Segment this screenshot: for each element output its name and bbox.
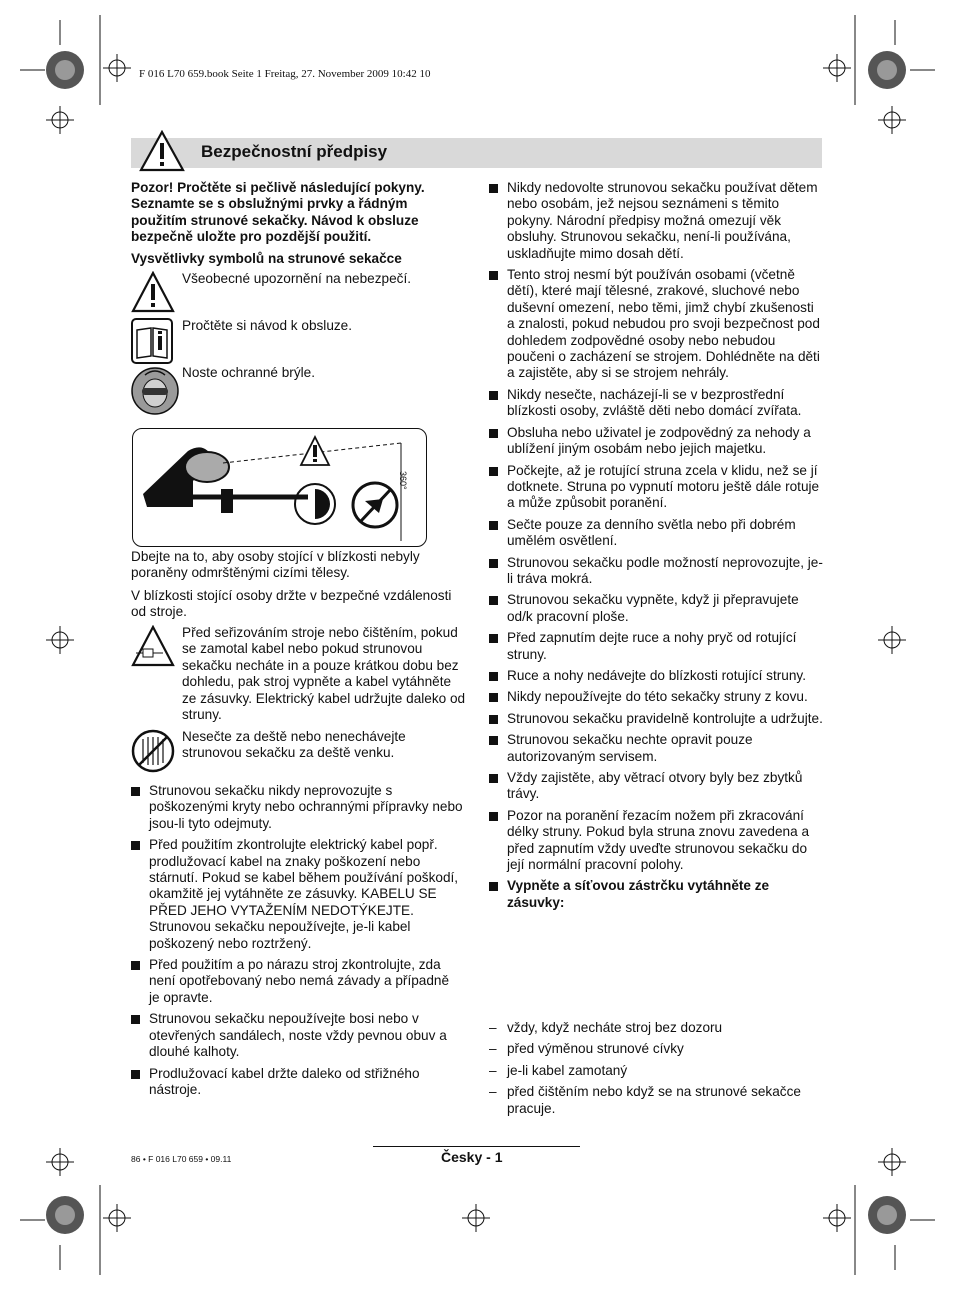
symbol-row-goggles (131, 365, 461, 415)
footer-rule (373, 1146, 580, 1147)
page-title: Bezpečnostní předpisy (201, 142, 388, 161)
dash-item: – vždy, když necháte stroj bez dozoru (489, 1020, 823, 1036)
paragraph: Dbejte na to, aby osoby stojící v blízkosti nebyly poraněny odmrštěnými cizími tělesy. (131, 549, 420, 581)
trimmer-diagram (132, 428, 427, 547)
list-item: Tento stroj nesmí být používán osobami (včetně dětí), které mají tělesné, zrakové, sluchové nebo duševní omezení, nebo těmi, jimž chybí zkušenosti a znalosti, pokud nebudou pro svoji bezpečnost pod dohledem zodpovědné osoby nebo nebudou poučeni o zacházení se strojem. Dohlédněte na děti a zajistěte, aby si se strojem nehrály. (489, 267, 823, 382)
list-item: Obsluha nebo uživatel je zodpovědný za nehody a ublížení jiným osobám nebo jejich majetku. (489, 425, 823, 458)
symbol-row-rain (131, 729, 461, 775)
rain-instruction: Nesečte za deště nebo nenechávejte strunovou sekačku za deště venku. (182, 729, 406, 761)
left-bullet-list (131, 783, 463, 1098)
paragraph: V blízkosti stojící osoby držte v bezpečné vzdálenosti od stroje. (131, 587, 452, 620)
list-item: Sečte pouze za denního světla nebo při dobrém umělém osvětlení. (489, 517, 823, 550)
list-item: Strunovou sekačku podle možností neprovozujte, je-li tráva mokrá. (489, 555, 823, 588)
dash-item: – před čištěním nebo když se na strunové sekačce pracuje. (489, 1084, 823, 1117)
list-item: Počkejte, až je rotující struna zcela v klidu, než se jí dotknete. Struna po vypnutí motoru ještě dále rotuje a může způsobit poranění. (489, 463, 823, 512)
book-header: F 016 L70 659.book Seite 1 Freitag, 27. November 2009 10:42 10 (139, 68, 431, 80)
list-item: Strunovou sekačku vypněte, když ji přepravujete od/k pracovní ploše. (489, 592, 823, 625)
symbol-row-manual (131, 318, 461, 364)
right-bullet-list (489, 180, 823, 916)
list-item: Strunovou sekačku nepoužívejte bosi nebo v otevřených sandálech, noste vždy pevnou obuv a dlouhé kalhoty. (131, 1011, 463, 1060)
symbols-heading: Vysvětlivky symbolů na strunové sekačce (131, 250, 402, 266)
footer-code: 86 • F 016 L70 659 • 09.11 (131, 1154, 232, 1164)
list-item: Prodlužovací kabel držte daleko od střižného nástroje. (131, 1066, 463, 1099)
list-item: Ruce a nohy nedávejte do blízkosti rotující struny. (489, 668, 823, 684)
list-item: Před zapnutím dejte ruce a nohy pryč od rotující struny. (489, 630, 823, 663)
list-item: Vždy zajistěte, aby větrací otvory byly bez zbytků trávy. (489, 770, 823, 803)
list-item: Nikdy nedovolte strunovou sekačku používat dětem nebo osobám, jež nejsou seznámeni s těmito pokyny. Národní předpisy možná omezují věk obsluhy. Strunovou sekačku, není-li používána, uskladňujte mimo dosah dětí. (489, 180, 823, 262)
list-item: Strunovou sekačku pravidelně kontrolujte a udržujte. (489, 711, 823, 727)
intro-text: Pozor! Pročtěte si pečlivě následující pokyny. Seznamte se s obslužnými prvky a řádným použitím strunové sekačky. Návod k obsluze bezpečně uložte pro pozdější použití. (131, 180, 425, 245)
list-item: Před použitím a po nárazu stroj zkontrolujte, zda není opotřebovaný nebo nemá závady a případně je opravte. (131, 957, 463, 1006)
section-title-bar (131, 138, 822, 168)
warning-triangle-icon (139, 130, 185, 172)
left-para-block (131, 549, 461, 621)
no-rain-icon (131, 729, 175, 773)
unplug-heading: Vypněte a síťovou zástrčku vytáhněte ze zásuvky: (489, 878, 823, 911)
symbol-text-goggles: Noste ochranné brýle. (182, 365, 315, 380)
dash-item: – je-li kabel zamotaný (489, 1063, 823, 1079)
warning-triangle-icon (131, 271, 175, 313)
safety-goggles-icon (131, 365, 179, 415)
trimmer-diagram-icon (133, 429, 426, 546)
list-item: Nikdy nesečte, nacházejí-li se v bezprostřední blízkosti osoby, zvláště děti nebo domácí zvířata. (489, 387, 823, 420)
symbol-row-unplug (131, 625, 466, 725)
left-intro-block (131, 180, 461, 267)
dash-item: – před výměnou strunové cívky (489, 1041, 823, 1057)
unplug-instruction: Před seřizováním stroje nebo čištěním, pokud se zamotal kabel nebo pokud strunovou sekačku necháte in a pouze krátkou dobu bez dohledu, pak stroj vypněte a kabel vytáhněte ze zásuvky. Elektrický kabel udržujte daleko od struny. (182, 625, 466, 723)
list-item: Strunovou sekačku nikdy neprovozujte s poškozenými kryty nebo ochrannými přípravky nebo jsou-li tyto odejmuty. (131, 783, 463, 832)
list-item: Strunovou sekačku nechte opravit pouze autorizovaným servisem. (489, 732, 823, 765)
dash-list (489, 1020, 823, 1117)
list-item: Pozor na poranění řezacím nožem při zkracování délky struny. Pokud byla struna znovu zavedena a před zapnutím vždy uveďte strunovou sekačku do její normální pracovní polohy. (489, 808, 823, 874)
list-item: Nikdy nepoužívejte do této sekačky struny z kovu. (489, 689, 823, 705)
unplug-warning-icon (131, 625, 175, 669)
symbol-row-warning (131, 271, 461, 315)
symbol-text-warning: Všeobecné upozornění na nebezpečí. (182, 271, 412, 286)
list-item: Před použitím zkontrolujte elektrický kabel popř. prodlužovací kabel na znaky poškození nebo stárnutí. Pokud se kabel během používání poškodí, okamžitě jej vytáhněte ze zásuvky. KABELU SE PŘED JEHO VYTAŽENÍM NEDOTÝKEJTE. Strunovou sekačku nepoužívejte, je-li kabel poškozený nebo roztržený. (131, 837, 463, 952)
rotation-label: 360° (398, 471, 408, 490)
symbol-text-manual: Pročtěte si návod k obsluze. (182, 318, 353, 333)
footer-page-label: Česky - 1 (441, 1149, 503, 1165)
manual-book-icon (131, 318, 173, 364)
